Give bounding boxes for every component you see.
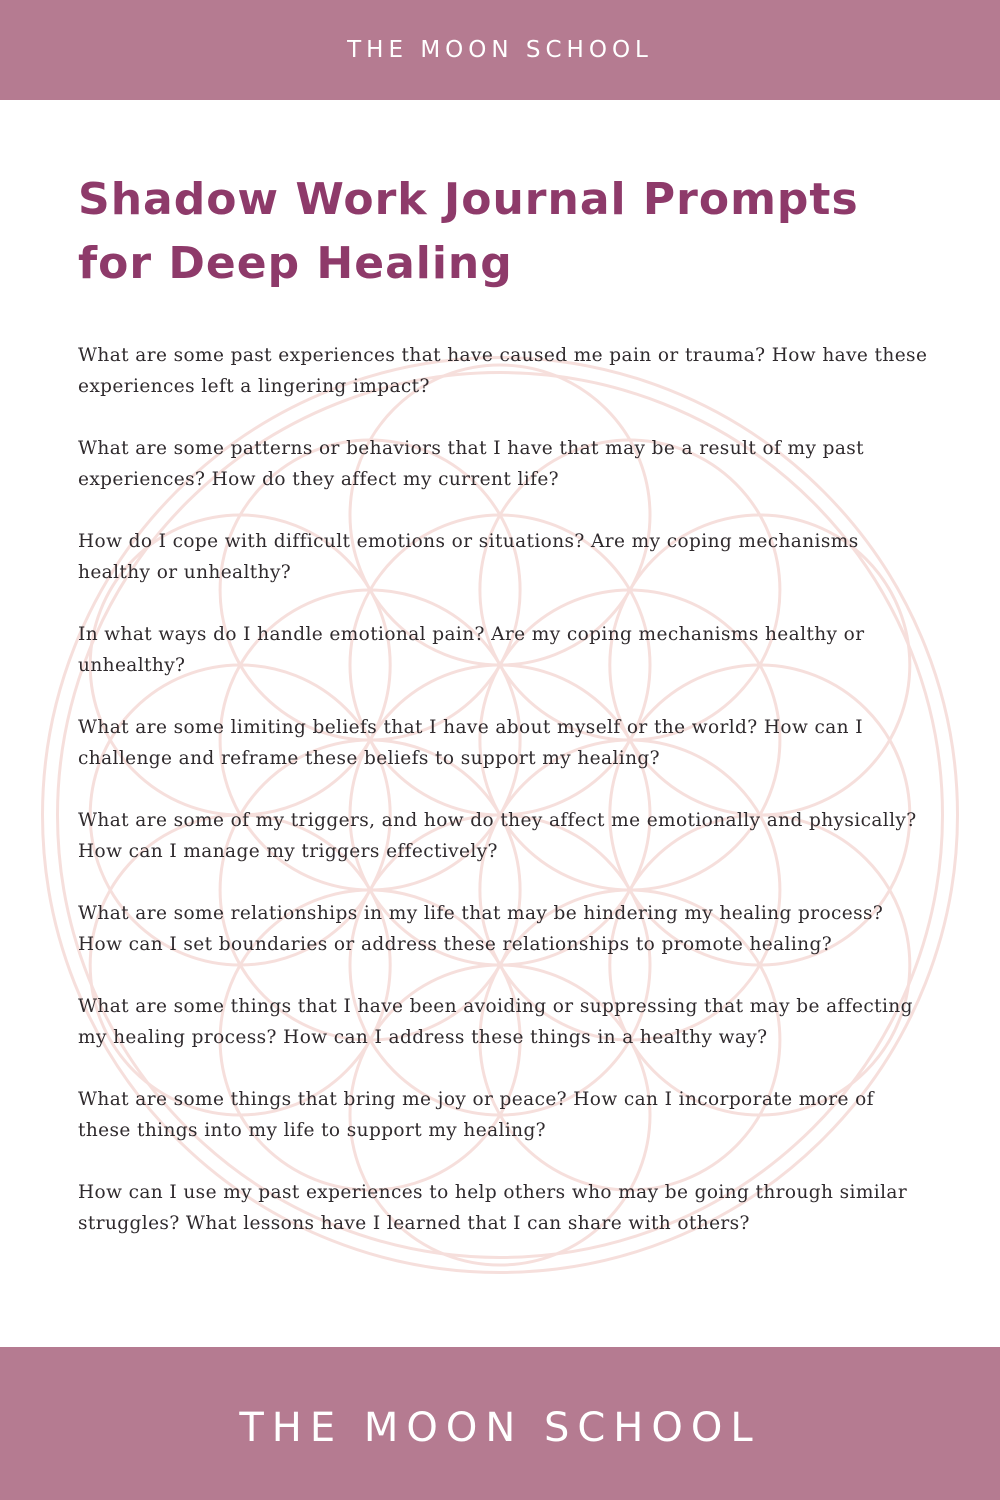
top-banner	[0, 0, 1000, 100]
title-line-2: for Deep Healing	[78, 238, 513, 289]
prompt-item: In what ways do I handle emotional pain? Are my coping mechanisms healthy or unhealthy?	[78, 624, 865, 676]
prompt-item: How do I cope with difficult emotions or situations? Are my coping mechanisms healthy or unhealthy?	[78, 531, 859, 583]
bottom-banner	[0, 1347, 1000, 1500]
prompt-item: What are some patterns or behaviors that I have that may be a result of my past experiences? How do they affect my current life?	[78, 438, 864, 490]
title-line-1: Shadow Work Journal Prompts	[78, 174, 859, 225]
prompt-item: What are some of my triggers, and how do they affect me emotionally and physically? How can I manage my triggers effectively?	[78, 810, 917, 862]
prompt-item: What are some things that bring me joy or peace? How can I incorporate more of these things into my life to support my healing?	[78, 1089, 874, 1141]
prompt-list	[78, 340, 928, 1270]
prompt-item: What are some past experiences that have caused me pain or trauma? How have these experiences left a lingering impact?	[78, 345, 928, 397]
prompt-item: What are some relationships in my life that may be hindering my healing process? How can I set boundaries or address these relationships to promote healing?	[78, 903, 884, 955]
page-title	[78, 168, 938, 296]
prompt-item: How can I use my past experiences to help others who may be going through similar struggles? What lessons have I learned that I can share with others?	[78, 1182, 908, 1234]
footer-brand-name: THE MOON SCHOOL	[239, 1404, 761, 1451]
brand-name: THE MOON SCHOOL	[347, 37, 653, 63]
prompt-item: What are some things that I have been avoiding or suppressing that may be affecting my healing process? How can I address these things in a healthy way?	[78, 996, 913, 1048]
prompt-item: What are some limiting beliefs that I have about myself or the world? How can I challenge and reframe these beliefs to support my healing?	[78, 717, 863, 769]
